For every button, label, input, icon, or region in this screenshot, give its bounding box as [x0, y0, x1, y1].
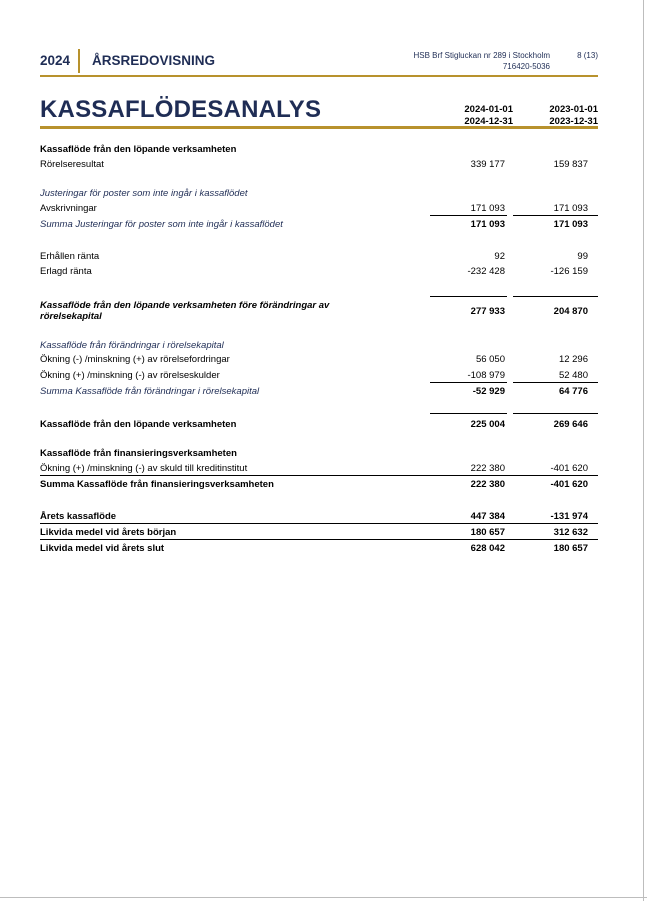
page-edge-right	[643, 0, 644, 901]
row-label-operating-total: Kassaflöde från den löpande verksamheten	[40, 419, 237, 430]
sum-rule-2024	[430, 382, 507, 383]
row-value-2024: 339 177	[470, 159, 505, 170]
row-value-2023: -401 620	[550, 479, 588, 490]
row-label-interest-received: Erhållen ränta	[40, 251, 100, 262]
row-label-annual-cash-flow: Årets kassaflöde	[40, 511, 117, 522]
column-heading-2024-start: 2024-01-01	[464, 104, 513, 115]
column-heading-2023-start: 2023-01-01	[549, 104, 598, 115]
row-value-2024: 225 004	[470, 419, 505, 430]
title-rule	[40, 126, 598, 129]
sum-rule-2023	[513, 296, 598, 297]
sum-rule-2024	[430, 413, 507, 414]
header-rule	[40, 75, 598, 77]
row-value-2023: -131 974	[550, 511, 588, 522]
header-report-title: ÅRSREDOVISNING	[92, 53, 216, 68]
row-value-2023: -126 159	[550, 266, 588, 277]
subsection-heading-working-capital: Kassaflöde från förändringar i rörelsekapital	[40, 340, 224, 351]
row-value-2023: 64 776	[558, 386, 588, 397]
row-value-2023: 204 870	[553, 306, 588, 317]
row-value-2023: 99	[577, 251, 588, 262]
row-label-sum-working-capital: Summa Kassaflöde från förändringar i rörelsekapital	[40, 386, 260, 397]
row-label-operating-before-wc: Kassaflöde från den löpande verksamheten före förändringar av rörelsekapital	[40, 300, 330, 322]
sum-rule-2023	[513, 382, 598, 383]
row-label-cash-end: Likvida medel vid årets slut	[40, 543, 165, 554]
row-label-interest-paid: Erlagd ränta	[40, 266, 92, 277]
row-value-2024: -108 979	[467, 370, 505, 381]
row-value-2023: 52 480	[558, 370, 588, 381]
row-label-depreciation: Avskrivningar	[40, 203, 97, 214]
row-value-2024: 171 093	[470, 219, 505, 230]
sum-rule-2023	[513, 215, 598, 216]
column-heading-2023-end: 2023-12-31	[549, 115, 598, 127]
row-label-sum-adjustments: Summa Justeringar för poster som inte ingår i kassaflödet	[40, 219, 283, 230]
sum-rule-2023	[513, 413, 598, 414]
row-value-2024: 277 933	[470, 306, 505, 317]
sum-rule-2024	[430, 215, 507, 216]
row-value-2024: 222 380	[470, 479, 505, 490]
page-edge-bottom	[0, 897, 647, 898]
row-label-liabilities-change: Ökning (+) /minskning (-) av rörelseskulder	[40, 370, 220, 381]
row-value-2023: 171 093	[553, 219, 588, 230]
row-label-sum-financing: Summa Kassaflöde från finansieringsverksamheten	[40, 479, 274, 490]
row-value-2023: 171 093	[553, 203, 588, 214]
row-value-2024: 92	[494, 251, 505, 262]
row-value-2024: 222 380	[470, 463, 505, 474]
column-heading-2024-end: 2024-12-31	[464, 115, 513, 127]
row-value-2024: 56 050	[475, 354, 505, 365]
row-value-2024: 171 093	[470, 203, 505, 214]
header-org-number: 716420-5036	[502, 62, 550, 71]
column-heading-2023	[508, 104, 598, 127]
row-label-receivables-change: Ökning (-) /minskning (+) av rörelsefordringar	[40, 354, 230, 365]
row-value-2023: 159 837	[553, 159, 588, 170]
row-value-2024: -52 929	[472, 386, 505, 397]
row-value-2024: 628 042	[470, 543, 505, 554]
sum-rule-financing	[40, 475, 598, 476]
row-value-2023: 12 296	[558, 354, 588, 365]
row-value-2024: 447 384	[470, 511, 505, 522]
row-rule	[40, 539, 598, 540]
header-year: 2024	[40, 53, 71, 68]
sum-rule-2024	[430, 296, 507, 297]
row-value-2023: 269 646	[553, 419, 588, 430]
row-value-2023: 312 632	[553, 527, 588, 538]
header-organization: HSB Brf Stigluckan nr 289 i Stockholm	[413, 51, 550, 60]
section-heading-operating: Kassaflöde från den löpande verksamheten	[40, 144, 237, 155]
row-label-cash-start: Likvida medel vid årets början	[40, 527, 177, 538]
row-label-operating-result: Rörelseresultat	[40, 159, 104, 170]
row-value-2023: 180 657	[553, 543, 588, 554]
header-separator	[78, 49, 80, 73]
column-heading-2024	[423, 104, 513, 127]
subsection-heading-adjustments: Justeringar för poster som inte ingår i kassaflödet	[40, 188, 248, 199]
row-label-credit-debt-change: Ökning (+) /minskning (-) av skuld till kreditinstitut	[40, 463, 248, 474]
row-value-2023: -401 620	[550, 463, 588, 474]
row-value-2024: 180 657	[470, 527, 505, 538]
section-heading-financing: Kassaflöde från finansieringsverksamheten	[40, 448, 237, 459]
row-value-2024: -232 428	[467, 266, 505, 277]
page-title: KASSAFLÖDESANALYS	[40, 96, 322, 123]
header-page-number: 8 (13)	[577, 51, 598, 60]
row-rule	[40, 523, 598, 524]
